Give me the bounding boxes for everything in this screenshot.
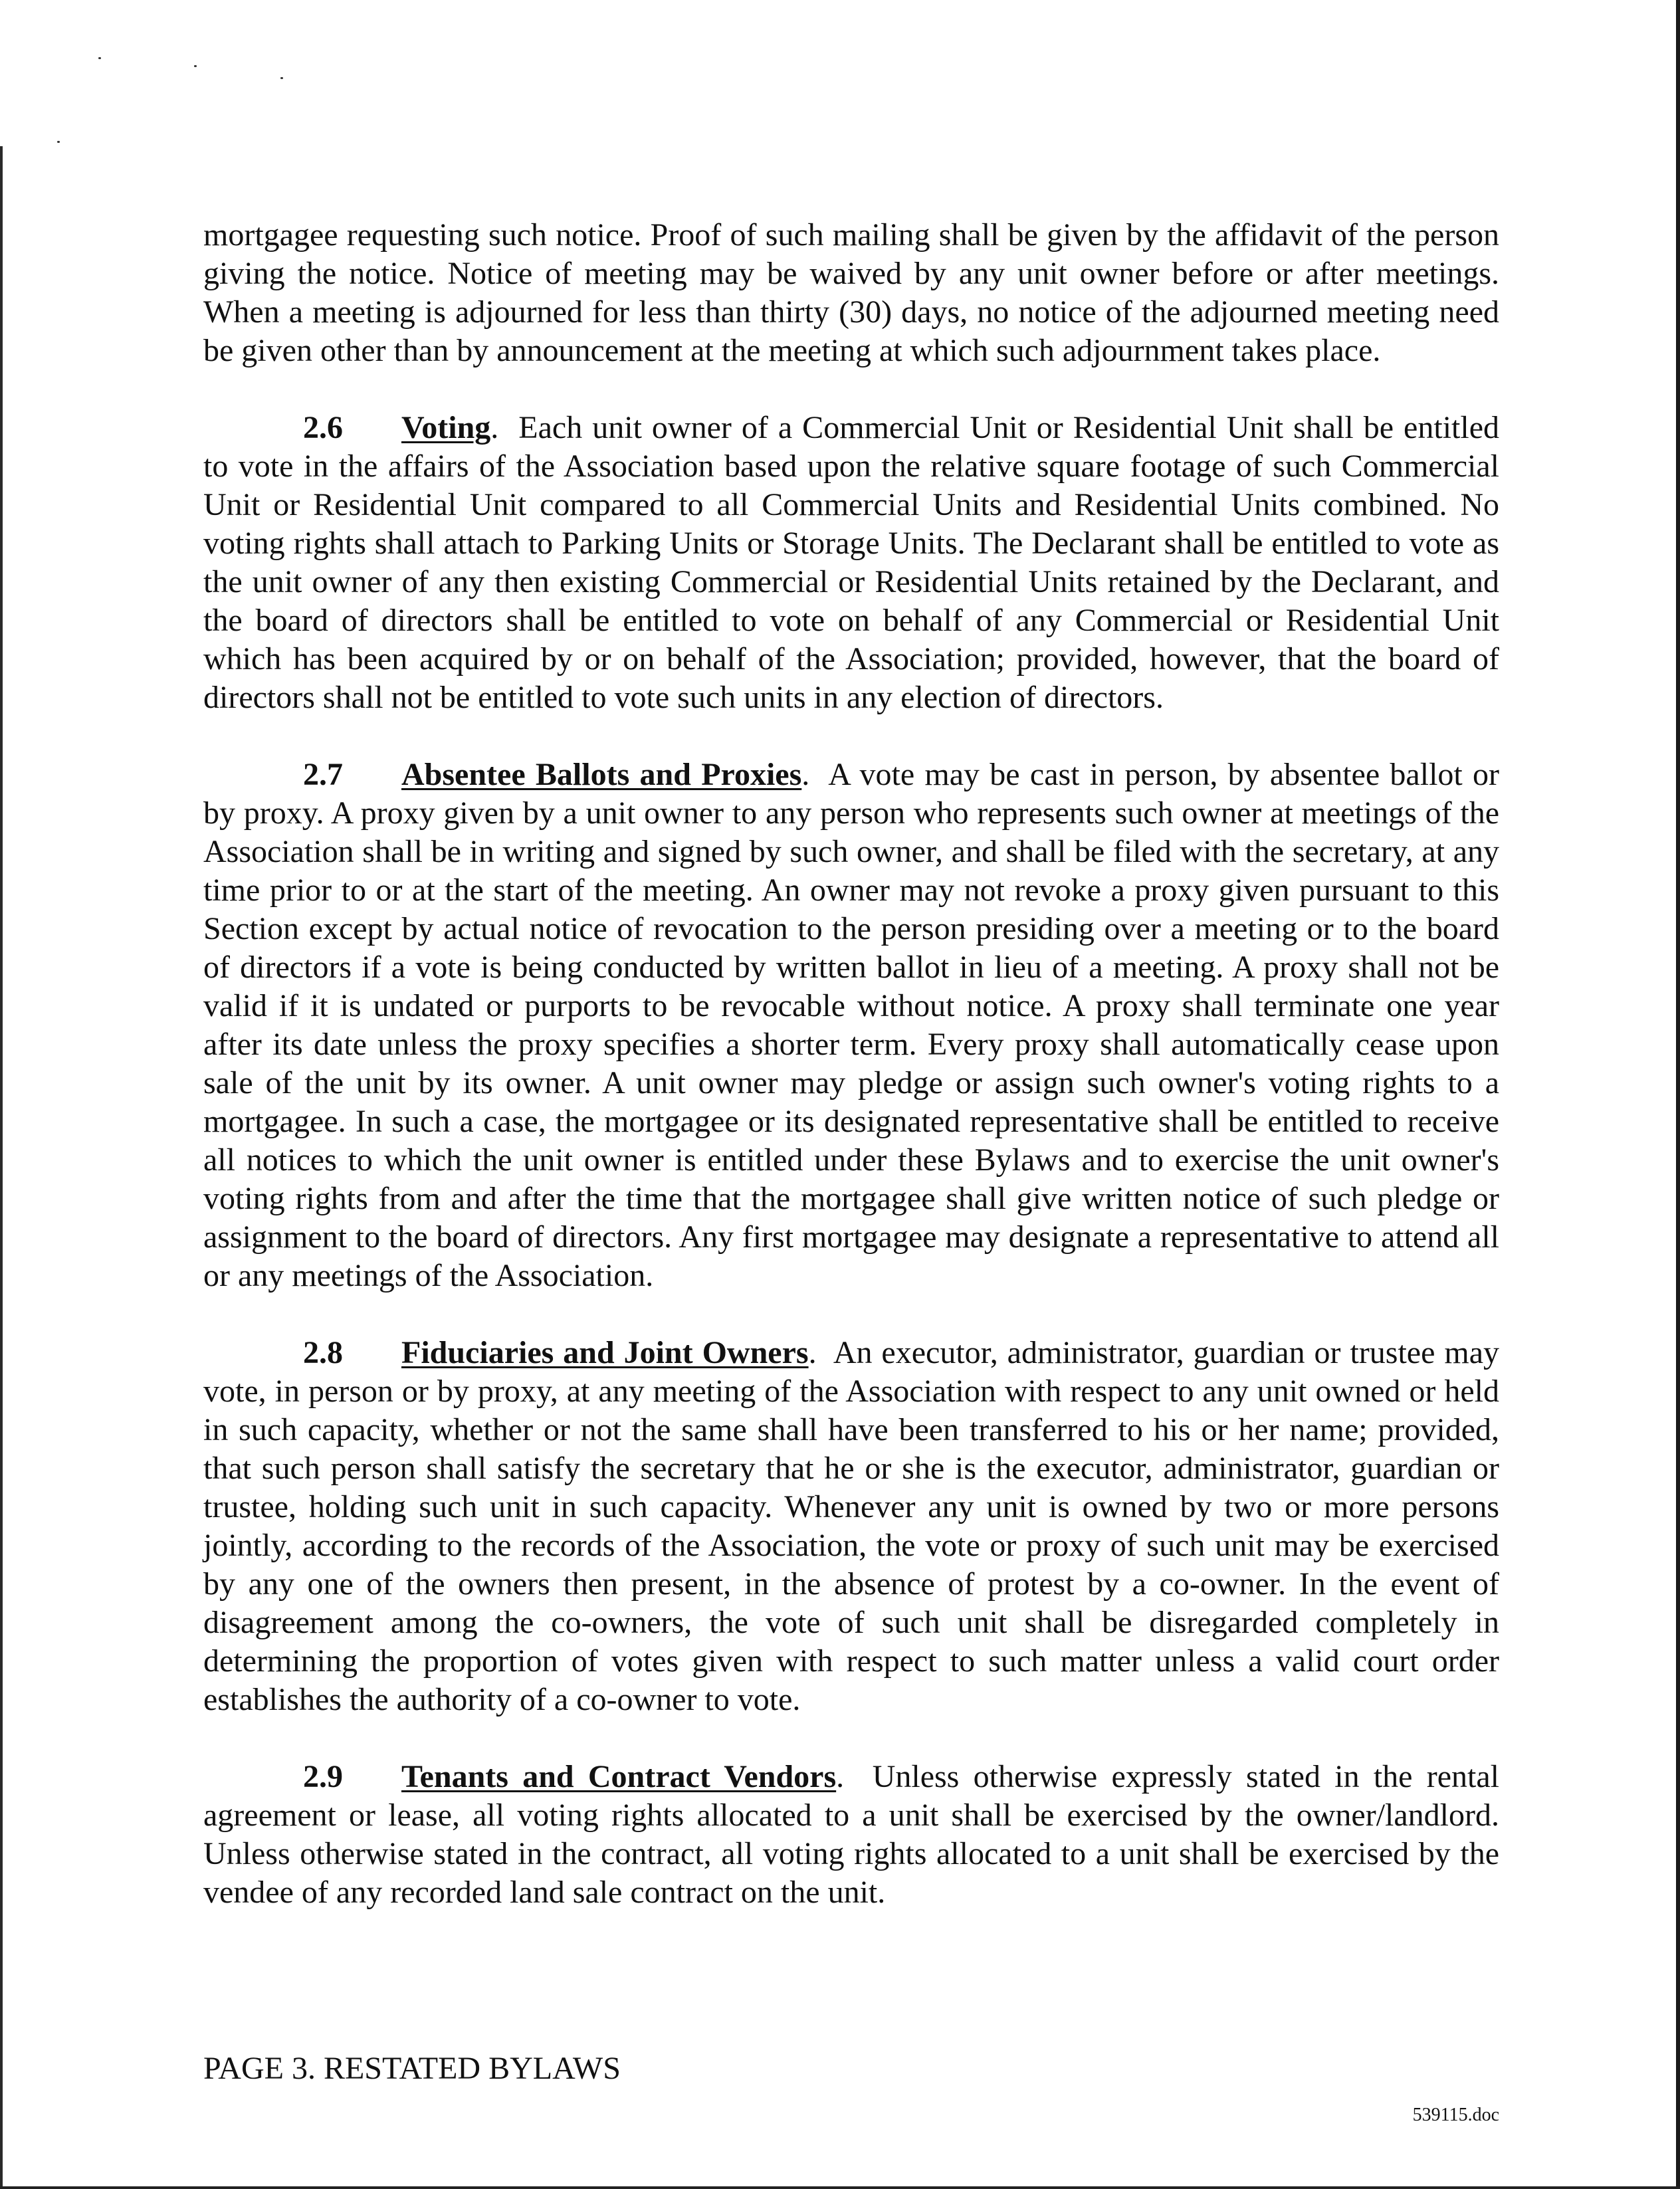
section-number: 2.7 (303, 757, 343, 792)
scan-edge-left (0, 146, 3, 2189)
document-body (203, 216, 1499, 1950)
section-2-8: 2.8 Fiduciaries and Joint Owners. An executor, administrator, guardian or trustee may vote, in person or by proxy, at any meeting of the Association with respect to any unit owned or held in such capacity, whether or not the same shall have been transferred to his or her name; provided, that such person shall satisfy the secretary that he or she is the executor, administrator, guardian or trustee, holding such unit in such capacity. Whenever any unit is owned by two or more persons jointly, according to the records of the Association, the vote or proxy of such unit may be exercised by any one of the owners then present, in the absence of protest by a co-owner. In the event of disagreement among the co-owners, the vote of such unit shall be disregarded completely in determining the proportion of votes given with respect to such matter unless a valid court order establishes the authority of a co-owner to vote. (203, 1335, 1499, 1717)
scan-edge-right (1676, 0, 1680, 2189)
section-title: Absentee Ballots and Proxies (401, 757, 802, 792)
section-body: An executor, administrator, guardian or trustee may vote, in person or by proxy, at any meeting of the Association with respect to any unit owned or held in such capacity, whether or not the same shall have been transferred to his or her name; provided, that such person shall satisfy the secretary that he or she is the executor, administrator, guardian or trustee, holding such unit in such capacity. Whenever any unit is owned by two or more persons jointly, according to the records of the Association, the vote or proxy of such unit may be exercised by any one of the owners then present, in the absence of protest by a co-owner. In the event of disagreement among the co-owners, the vote of such unit shall be disregarded completely in determining the proportion of votes given with respect to such matter unless a valid court order establishes the authority of a co-owner to vote. (203, 1335, 1499, 1717)
page-footer-label: PAGE 3. RESTATED BYLAWS (203, 2051, 621, 2086)
section-number: 2.6 (303, 410, 343, 445)
scan-speck (98, 57, 101, 59)
section-body: Each unit owner of a Commercial Unit or Residential Unit shall be entitled to vote in the affairs of the Association based upon the relative square footage of such Commercial Unit or Residential Unit compared to all Commercial Units and Residential Units combined. No voting rights shall attach to Parking Units or Storage Units. The Declarant shall be entitled to vote as the unit owner of any then existing Commercial or Residential Units retained by the Declarant, and the board of directors shall be entitled to vote on behalf of any Commercial or Residential Unit which has been acquired by or on behalf of the Association; provided, however, that the board of directors shall not be entitled to vote such units in any election of directors. (203, 410, 1500, 715)
scan-speck (280, 77, 283, 79)
section-2-7: 2.7 Absentee Ballots and Proxies. A vote may be cast in person, by absentee ballot or by proxy. A proxy given by a unit owner to any person who represents such owner at meetings of the Association shall be in writing and signed by such owner, and shall be filed with the secretary, at any time prior to or at the start of the meeting. An owner may not revoke a proxy given pursuant to this Section except by actual notice of revocation to the person presiding over a meeting or to the board of directors if a vote is being conducted by written ballot in lieu of a meeting. A proxy shall not be valid if it is undated or purports to be revocable without notice. A proxy shall terminate one year after its date unless the proxy specifies a shorter term. Every proxy shall automatically cease upon sale of the unit by its owner. A unit owner may pledge or assign such owner's voting rights to a mortgagee. In such a case, the mortgagee or its designated representative shall be entitled to receive all notices to which the unit owner is entitled under these Bylaws and to exercise the unit owner's voting rights from and after the time that the mortgagee shall give written notice of such pledge or assignment to the board of directors. Any first mortgagee may designate a representative to attend all or any meetings of the Association. (203, 757, 1499, 1293)
document-file-name: 539115.doc (1412, 2105, 1499, 2125)
scan-speck (57, 141, 60, 143)
section-title: Tenants and Contract Vendors (401, 1759, 837, 1794)
scan-edge-bottom (0, 2186, 1680, 2189)
section-title: Voting (401, 410, 491, 445)
section-number: 2.8 (303, 1335, 343, 1370)
scan-speck (194, 65, 197, 67)
section-title: Fiduciaries and Joint Owners (401, 1335, 809, 1370)
section-body: A vote may be cast in person, by absentee ballot or by proxy. A proxy given by a unit owner to any person who represents such owner at meetings of the Association shall be in writing and signed by such owner, and shall be filed with the secretary, at any time prior to or at the start of the meeting. An owner may not revoke a proxy given pursuant to this Section except by actual notice of revocation to the person presiding over a meeting or to the board of directors if a vote is being conducted by written ballot in lieu of a meeting. A proxy shall not be valid if it is undated or purports to be revocable without notice. A proxy shall terminate one year after its date unless the proxy specifies a shorter term. Every proxy shall automatically cease upon sale of the unit by its owner. A unit owner may pledge or assign such owner's voting rights to a mortgagee. In such a case, the mortgagee or its designated representative shall be entitled to receive all notices to which the unit owner is entitled under these Bylaws and to exercise the unit owner's voting rights from and after the time that the mortgagee shall give written notice of such pledge or assignment to the board of directors. Any first mortgagee may designate a representative to attend all or any meetings of the Association. (203, 757, 1499, 1293)
section-2-9: 2.9 Tenants and Contract Vendors. Unless otherwise expressly stated in the rental agreement or lease, all voting rights allocated to a unit shall be exercised by the owner/landlord. Unless otherwise stated in the contract, all voting rights allocated to a unit shall be exercised by the vendee of any recorded land sale contract on the unit. (203, 1759, 1500, 1910)
intro-paragraph: mortgagee requesting such notice. Proof of such mailing shall be given by the affidavit of the person giving the notice. Notice of meeting may be waived by any unit owner before or after meetings. When a meeting is adjourned for less than thirty (30) days, no notice of the adjourned meeting need be given other than by announcement at the meeting at which such adjournment takes place. (203, 217, 1499, 368)
section-2-6: 2.6 Voting. Each unit owner of a Commercial Unit or Residential Unit shall be entitled to vote in the affairs of the Association based upon the relative square footage of such Commercial Unit or Residential Unit compared to all Commercial Units and Residential Units combined. No voting rights shall attach to Parking Units or Storage Units. The Declarant shall be entitled to vote as the unit owner of any then existing Commercial or Residential Units retained by the Declarant, and the board of directors shall be entitled to vote on behalf of any Commercial or Residential Unit which has been acquired by or on behalf of the Association; provided, however, that the board of directors shall not be entitled to vote such units in any election of directors. (203, 410, 1500, 715)
section-number: 2.9 (303, 1759, 343, 1794)
section-body: Unless otherwise expressly stated in the rental agreement or lease, all voting rights allocated to a unit shall be exercised by the owner/landlord. Unless otherwise stated in the contract, all voting rights allocated to a unit shall be exercised by the vendee of any recorded land sale contract on the unit. (203, 1759, 1500, 1910)
